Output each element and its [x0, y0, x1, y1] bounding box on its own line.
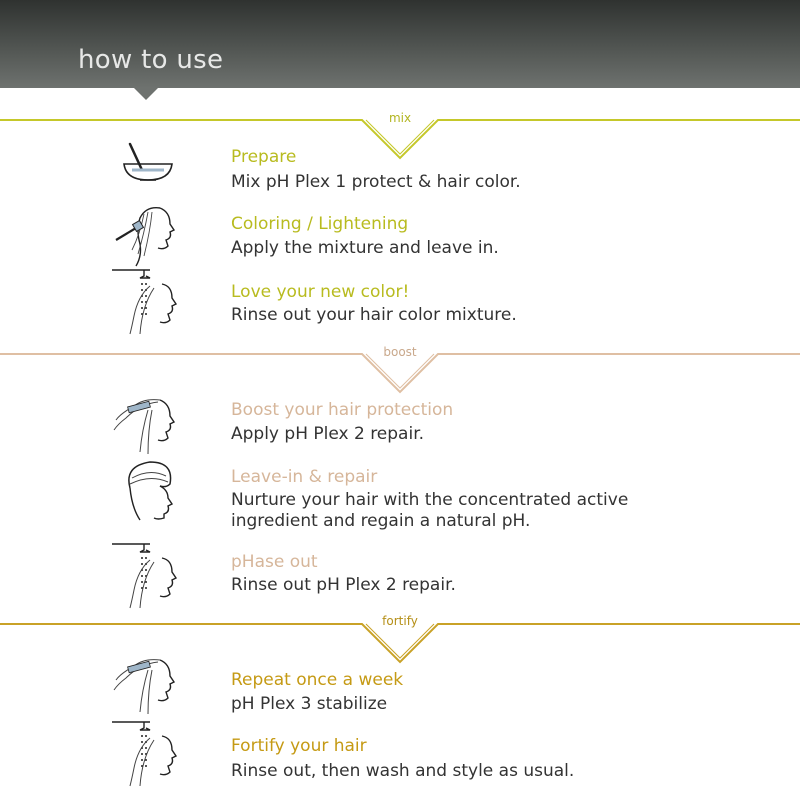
step-title-leave-in: Leave-in & repair: [231, 467, 378, 487]
step-desc-coloring: Apply the mixture and leave in.: [231, 238, 499, 258]
step-title-phase-out: pHase out: [231, 552, 318, 572]
step-title-prepare: Prepare: [231, 147, 297, 167]
step-desc-fortify: Rinse out, then wash and style as usual.: [231, 761, 575, 781]
step-title-love-color: Love your new color!: [231, 282, 410, 302]
step-desc-leave-in-line1: Nurture your hair with the concentrated active: [231, 490, 629, 510]
section-label-boost: boost: [383, 345, 417, 359]
comb-hair-icon: [110, 390, 190, 460]
header-notch: [133, 87, 159, 100]
step-title-repeat: Repeat once a week: [231, 670, 404, 690]
header-banner: [0, 0, 800, 88]
shower-rinse-icon: [110, 266, 190, 336]
page-title: how to use: [78, 45, 224, 75]
step-title-boost: Boost your hair protection: [231, 400, 454, 420]
step-title-coloring: Coloring / Lightening: [231, 214, 409, 234]
step-title-fortify: Fortify your hair: [231, 736, 367, 756]
hair-brush-application-icon: [110, 200, 190, 270]
section-label-fortify: fortify: [382, 614, 418, 628]
towel-turban-icon: [110, 458, 190, 528]
step-desc-prepare: Mix pH Plex 1 protect & hair color.: [231, 172, 521, 192]
step-desc-leave-in-line2: ingredient and regain a natural pH.: [231, 511, 531, 531]
comb-hair-icon: [110, 650, 190, 720]
shower-rinse-icon: [110, 718, 190, 788]
step-desc-love-color: Rinse out your hair color mixture.: [231, 305, 517, 325]
shower-rinse-icon: [110, 540, 190, 610]
step-desc-repeat: pH Plex 3 stabilize: [231, 694, 388, 714]
step-desc-boost: Apply pH Plex 2 repair.: [231, 424, 425, 444]
step-desc-phase-out: Rinse out pH Plex 2 repair.: [231, 575, 456, 595]
section-label-mix: mix: [388, 111, 412, 125]
